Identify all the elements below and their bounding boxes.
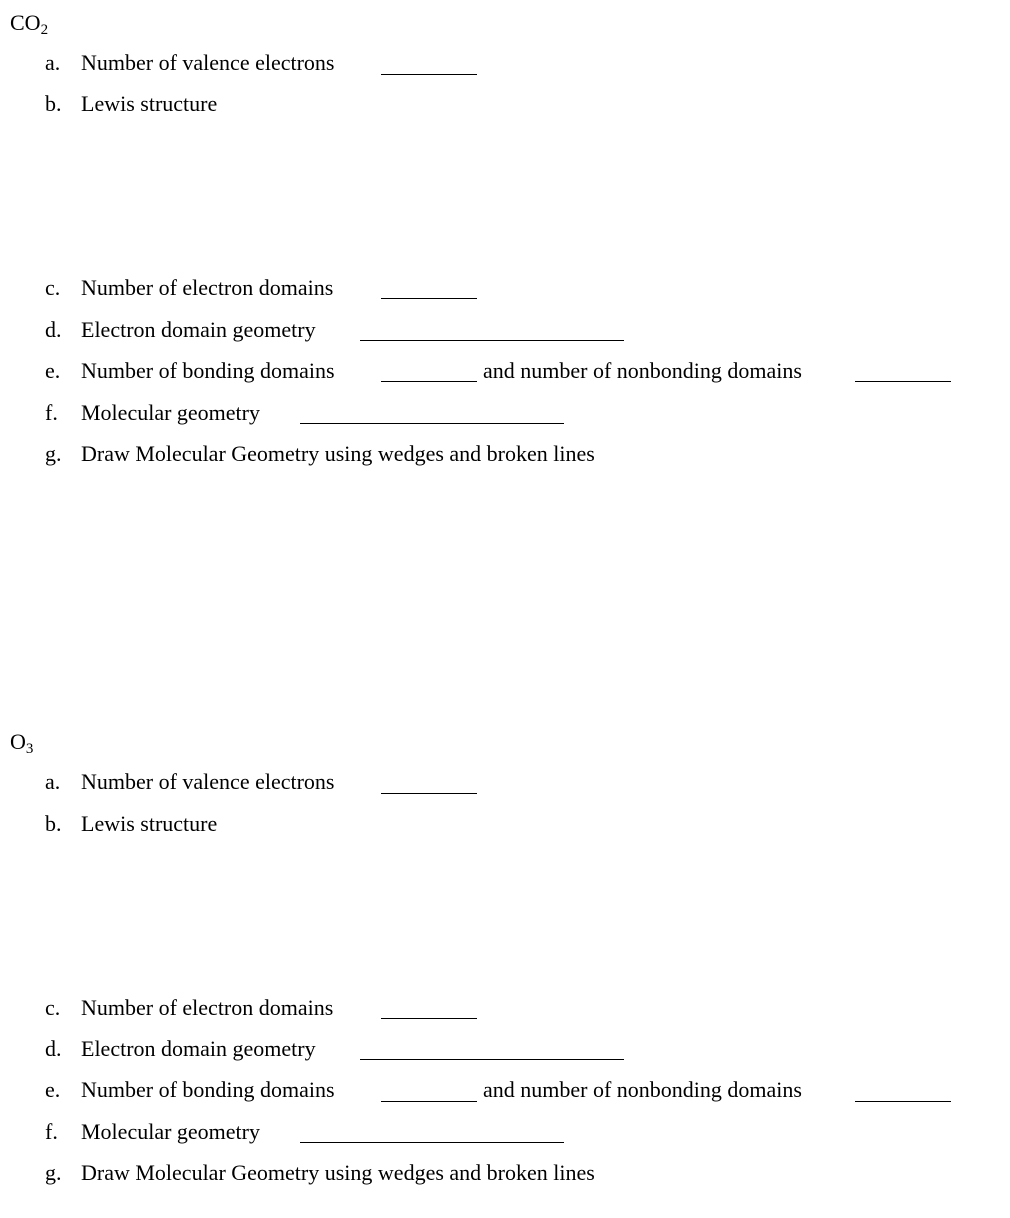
item-letter: b.: [45, 811, 62, 836]
answer-blank[interactable]: [360, 340, 624, 341]
molecule-formula: CO: [10, 10, 41, 35]
item-label: Number of valence electrons: [81, 50, 335, 75]
answer-blank[interactable]: [381, 1018, 477, 1019]
answer-blank[interactable]: [855, 1101, 951, 1102]
item-label: Number of electron domains: [81, 275, 334, 300]
item-letter: g.: [45, 1160, 62, 1185]
item-label: Number of electron domains: [81, 995, 334, 1020]
item-letter: c.: [45, 995, 61, 1020]
item-label: Number of bonding domains: [81, 1077, 335, 1102]
answer-blank[interactable]: [381, 381, 477, 382]
answer-blank[interactable]: [381, 793, 477, 794]
item-letter: a.: [45, 769, 61, 794]
molecule-subscript: 3: [25, 741, 34, 757]
item-letter: f.: [45, 400, 58, 425]
answer-blank[interactable]: [360, 1059, 624, 1060]
molecule-title: [10, 10, 48, 36]
item-letter: d.: [45, 1036, 62, 1061]
item-connector-text: and number of nonbonding domains: [483, 358, 802, 383]
item-label: Number of bonding domains: [81, 358, 335, 383]
answer-blank[interactable]: [381, 1101, 477, 1102]
item-label: Molecular geometry: [81, 1119, 260, 1144]
item-letter: d.: [45, 317, 62, 342]
item-letter: e.: [45, 358, 61, 383]
item-label: Molecular geometry: [81, 400, 260, 425]
item-label: Electron domain geometry: [81, 317, 316, 342]
item-letter: c.: [45, 275, 61, 300]
item-letter: b.: [45, 91, 62, 116]
item-label: Draw Molecular Geometry using wedges and broken lines: [81, 1160, 595, 1185]
item-label: Draw Molecular Geometry using wedges and broken lines: [81, 441, 595, 466]
lewis-structure-drawing-area[interactable]: [81, 122, 961, 270]
item-letter: f.: [45, 1119, 58, 1144]
lewis-structure-drawing-area[interactable]: [81, 842, 961, 990]
item-label: Lewis structure: [81, 811, 218, 836]
molecule-title: [10, 729, 33, 755]
answer-blank[interactable]: [855, 381, 951, 382]
molecule-formula: O: [10, 729, 26, 754]
item-letter: g.: [45, 441, 62, 466]
item-label: Electron domain geometry: [81, 1036, 316, 1061]
item-label: Lewis structure: [81, 91, 218, 116]
answer-blank[interactable]: [381, 298, 477, 299]
answer-blank[interactable]: [300, 1142, 564, 1143]
molecule-subscript: 2: [40, 22, 49, 38]
answer-blank[interactable]: [381, 74, 477, 75]
item-connector-text: and number of nonbonding domains: [483, 1077, 802, 1102]
answer-blank[interactable]: [300, 423, 564, 424]
item-letter: a.: [45, 50, 61, 75]
item-label: Number of valence electrons: [81, 769, 335, 794]
geometry-drawing-area[interactable]: [81, 472, 961, 712]
item-letter: e.: [45, 1077, 61, 1102]
